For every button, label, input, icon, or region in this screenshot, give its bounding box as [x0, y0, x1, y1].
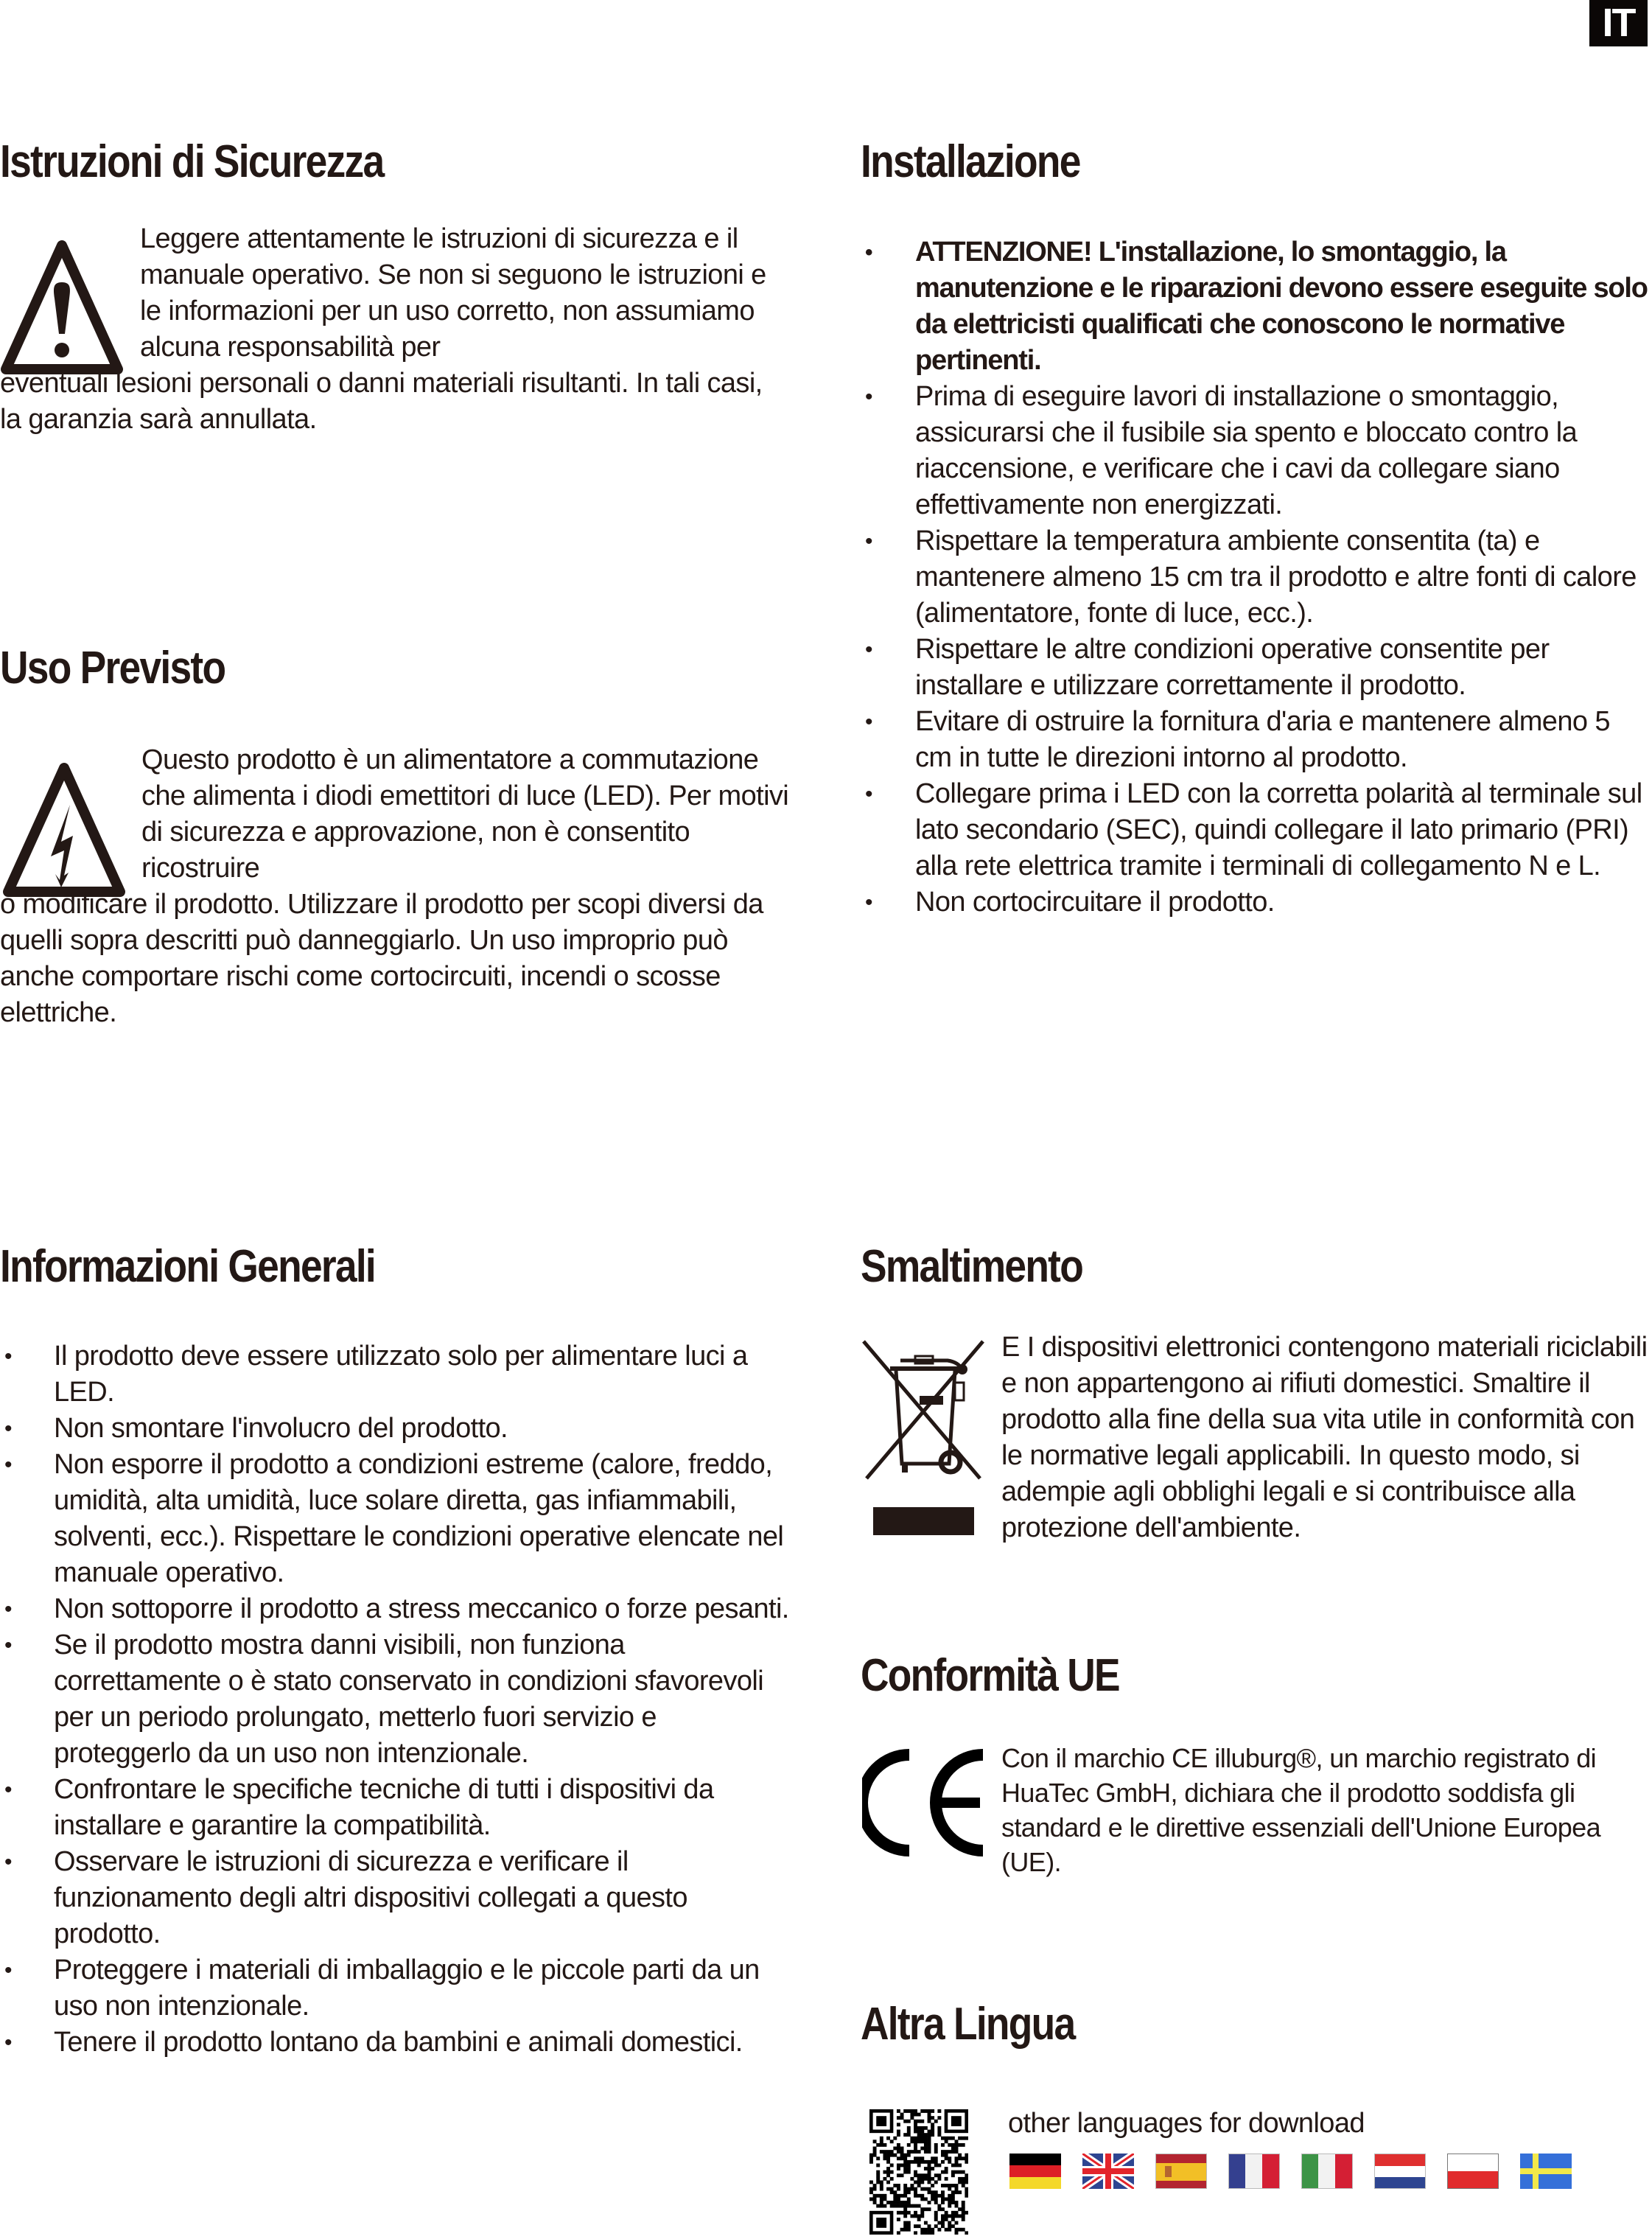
flag-italy-icon[interactable]: [1301, 2154, 1353, 2189]
flag-spain-icon[interactable]: [1155, 2154, 1207, 2189]
ce-mark-icon: [862, 1749, 984, 1856]
general-info-item-text: Non smontare l'involucro del prodotto.: [54, 1413, 508, 1444]
warning-exclamation-icon: [0, 240, 124, 378]
installation-item-text: Prima di eseguire lavori di installazione o smontaggio, assicurarsi che il fusibile sia spento e bloccato contro la riaccensione, e verificare che i cavi da collegare siano effettivamente non energizzati.: [915, 381, 1578, 520]
section-title-safety: Istruzioni di Sicurezza: [0, 136, 384, 187]
flag-uk-icon[interactable]: [1082, 2154, 1134, 2189]
intended-use-text-tail: o modificare il prodotto. Utilizzare il prodotto per scopi diversi da quelli sopra descritti può danneggiarlo. Un uso improprio può anche comportare rischi come cortocircuiti, incendi o scosse elettriche.: [0, 889, 763, 1028]
general-info-item-text: Se il prodotto mostra danni visibili, non funziona correttamente o è stato conservato in condizioni sfavorevoli per un periodo prolungato, metterlo fuori servizio e proteggerlo da un uso non intenzionale.: [54, 1630, 764, 1769]
flag-poland-icon[interactable]: [1447, 2154, 1499, 2189]
section-title-installation: Installazione: [861, 136, 1080, 187]
intended-use-text-lead: Questo prodotto è un alimentatore a commutazione che alimenta i diodi emettitori di luce (LED). Per motivi di sicurezza e approvazione, non è consentito ricostruire: [141, 744, 789, 884]
high-voltage-warning-icon: [2, 762, 126, 901]
general-info-item-text: Tenere il prodotto lontano da bambini e animali domestici.: [54, 2027, 743, 2058]
list-item: • Rispettare le altre condizioni operative consentite per installare e utilizzare correttamente il prodotto.: [865, 634, 1550, 701]
list-item: • Se il prodotto mostra danni visibili, non funziona correttamente o è stato conservato in condizioni sfavorevoli per un periodo prolungato, metterlo fuori servizio e proteggerlo da un uso non intenzionale.: [4, 1630, 764, 1769]
installation-item-text: ATTENZIONE! L'installazione, lo smontaggio, la manutenzione e le riparazioni devono essere eseguite solo da elettricisti qualificati che conoscono le normative pertinenti.: [915, 237, 1648, 376]
general-info-item-text: Non esporre il prodotto a condizioni estreme (calore, freddo, umidità, alta umidità, luce solare diretta, gas infiammabili, solventi, ecc.). Rispettare le condizioni operative elencate nel manuale operativo.: [54, 1449, 784, 1588]
flag-sweden-icon[interactable]: [1520, 2154, 1572, 2189]
section-title-other-language: Altra Lingua: [861, 1999, 1075, 2050]
section-title-intended-use: Uso Previsto: [0, 643, 225, 694]
flag-france-icon[interactable]: [1228, 2154, 1280, 2189]
list-item: • Non esporre il prodotto a condizioni estreme (calore, freddo, umidità, alta umidità, luce solare diretta, gas infiammabili, solventi, ecc.). Rispettare le condizioni operative elencate nel manuale operativo.: [4, 1449, 784, 1588]
list-item: • Il prodotto deve essere utilizzato solo per alimentare luci a LED.: [4, 1341, 748, 1408]
general-info-item-text: Osservare le istruzioni di sicurezza e verificare il funzionamento degli altri dispositivi collegati a questo prodotto.: [54, 1846, 687, 1949]
installation-item-text: Rispettare la temperatura ambiente consentita (ta) e mantenere almeno 15 cm tra il prodotto e altre fonti di calore (alimentatore, fonte di luce, ecc.).: [915, 525, 1637, 629]
list-item: • Rispettare la temperatura ambiente consentita (ta) e mantenere almeno 15 cm tra il prodotto e altre fonti di calore (alimentatore, fonte di luce, ecc.).: [865, 525, 1637, 629]
list-item: • Collegare prima i LED con la corretta polarità al terminale sul lato secondario (SEC), quindi collegare il lato primario (PRI) alla rete elettrica tramite i terminali di collegamento N e L.: [865, 778, 1642, 881]
download-text: other languages for download: [1008, 2108, 1365, 2139]
installation-list: [861, 234, 1651, 921]
installation-item-text: Non cortocircuitare il prodotto.: [915, 887, 1275, 918]
list-item: • Non cortocircuitare il prodotto.: [865, 887, 1275, 918]
section-title-disposal: Smaltimento: [861, 1241, 1083, 1292]
safety-text-lead: Leggere attentamente le istruzioni di sicurezza e il manuale operativo. Se non si seguono le istruzioni e le informazioni per un uso corretto, non assumiamo alcuna responsabilità per: [140, 223, 766, 363]
eu-conformity-text: Con il marchio CE illuburg®, un marchio registrato di HuaTec GmbH, dichiara che il prodotto soddisfa gli standard e le direttive essenziali dell'Unione Europea (UE).: [1001, 1743, 1600, 1877]
list-item: • Tenere il prodotto lontano da bambini e animali domestici.: [4, 2027, 743, 2058]
list-item: • ATTENZIONE! L'installazione, lo smontaggio, la manutenzione e le riparazioni devono essere eseguite solo da elettricisti qualificati che conoscono le normative pertinenti.: [865, 237, 1648, 376]
section-title-eu-conformity: Conformità UE: [861, 1650, 1119, 1701]
flag-germany-icon[interactable]: [1009, 2154, 1061, 2189]
list-item: • Non sottoporre il prodotto a stress meccanico o forze pesanti.: [4, 1593, 789, 1624]
list-item: • Evitare di ostruire la fornitura d'aria e mantenere almeno 5 cm in tutte le direzioni intorno al prodotto.: [865, 706, 1610, 773]
safety-text-tail: eventuali lesioni personali o danni materiali risultanti. In tali casi, la garanzia sarà annullata.: [0, 368, 763, 435]
qr-code-icon[interactable]: [869, 2109, 968, 2235]
installation-item-text: Rispettare le altre condizioni operative consentite per installare e utilizzare correttamente il prodotto.: [915, 634, 1550, 701]
section-title-general-info: Informazioni Generali: [0, 1241, 376, 1292]
general-info-list: [0, 1338, 792, 2061]
general-info-item-text: Non sottoporre il prodotto a stress meccanico o forze pesanti.: [54, 1593, 789, 1624]
general-info-item-text: Confrontare le specifiche tecniche di tutti i dispositivi da installare e garantire la compatibilità.: [54, 1774, 714, 1841]
weee-crossed-bin-icon: [862, 1340, 984, 1536]
list-item: • Non smontare l'involucro del prodotto.: [4, 1413, 508, 1444]
list-item: • Proteggere i materiali di imballaggio e le piccole parti da un uso non intenzionale.: [4, 1955, 760, 2022]
language-badge: IT: [1589, 0, 1648, 46]
disposal-text: E I dispositivi elettronici contengono materiali riciclabili e non appartengono ai rifiuti domestici. Smaltire il prodotto alla fine della sua vita utile in conformità con le normative legali applicabili. In questo modo, si adempie agli obblighi legali e si contribuisce alla protezione dell'ambiente.: [1001, 1332, 1648, 1543]
general-info-item-text: Il prodotto deve essere utilizzato solo per alimentare luci a LED.: [54, 1341, 748, 1408]
flag-netherlands-icon[interactable]: [1374, 2154, 1426, 2189]
list-item: • Prima di eseguire lavori di installazione o smontaggio, assicurarsi che il fusibile sia spento e bloccato contro la riaccensione, e verificare che i cavi da collegare siano effettivamente non energizzati.: [865, 381, 1578, 520]
installation-item-text: Collegare prima i LED con la corretta polarità al terminale sul lato secondario (SEC), quindi collegare il lato primario (PRI) alla rete elettrica tramite i terminali di collegamento N e L.: [915, 778, 1642, 881]
list-item: • Osservare le istruzioni di sicurezza e verificare il funzionamento degli altri dispositivi collegati a questo prodotto.: [4, 1846, 687, 1949]
list-item: • Confrontare le specifiche tecniche di tutti i dispositivi da installare e garantire la compatibilità.: [4, 1774, 714, 1841]
installation-item-text: Evitare di ostruire la fornitura d'aria e mantenere almeno 5 cm in tutte le direzioni intorno al prodotto.: [915, 706, 1610, 773]
general-info-item-text: Proteggere i materiali di imballaggio e le piccole parti da un uso non intenzionale.: [54, 1955, 760, 2022]
